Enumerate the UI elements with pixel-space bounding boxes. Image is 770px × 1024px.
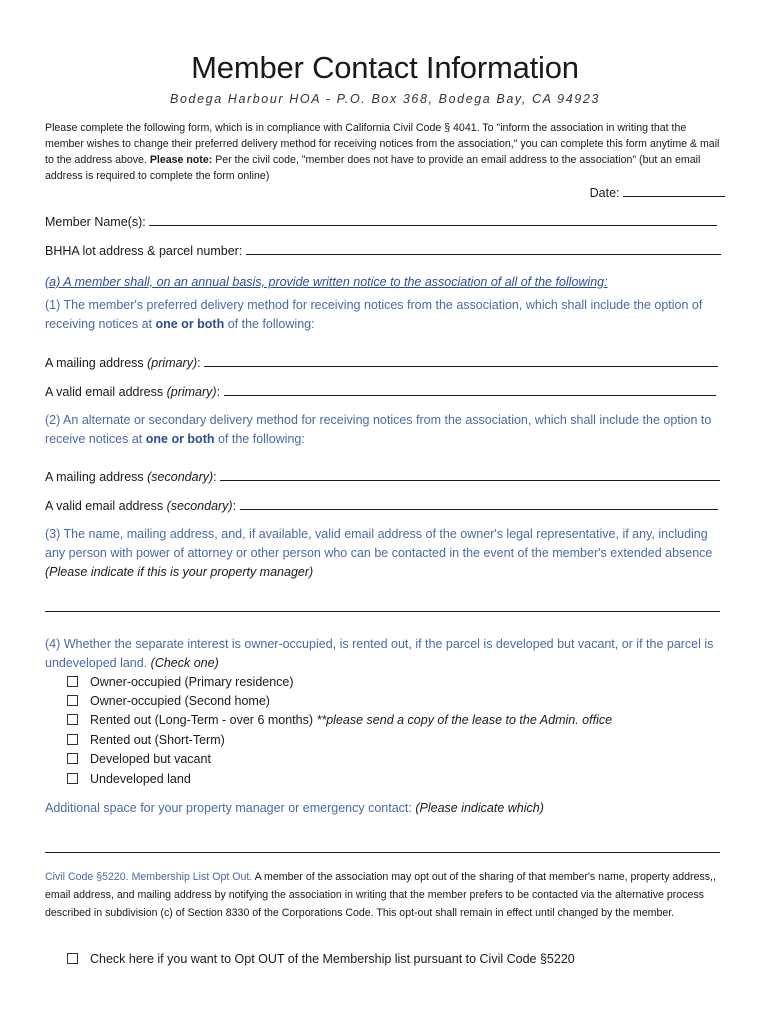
email-primary-input-line[interactable] xyxy=(224,382,716,396)
date-input-line[interactable] xyxy=(623,184,725,197)
intro-paragraph: Please complete the following form, which is in compliance with California Civil Code § 4041. To "inform the association in writing that the member wishes to change their preferred delivery method for receiving notices from the association," you can complete this form anytime & mail to the address above. Please note: Per the civil code, "member does not have to provide an email address to the association" (but an email address is required to complete the form online) xyxy=(45,122,720,182)
opt-out-checkbox-row[interactable]: Check here if you want to Opt OUT of the Membership list pursuant to Civil Code §5220 xyxy=(67,950,575,968)
mailing-address-secondary-field[interactable]: A mailing address (secondary): xyxy=(45,467,725,486)
item-1-paragraph: (1) The member's preferred delivery method for receiving notices from the association, which shall include the option of receiving notices at one or both of the following: xyxy=(45,298,703,331)
association-address: Bodega Harbour HOA - P.O. Box 368, Bodega Bay, CA 94923 xyxy=(170,92,600,106)
civil-code-paragraph: Civil Code §5220. Membership List Opt Out. A member of the association may opt out of the sharing of that member's name, property address,, email address, and mailing address by notifying the association in writing that the member prefers to be contacted via the alternative process described in subdivision (c) of Section 8330 of the Corporations Code. This opt-out shall remain in effect until changed by the member. xyxy=(45,871,716,919)
occupancy-option[interactable] xyxy=(67,673,294,691)
occupancy-option[interactable] xyxy=(67,711,612,729)
legal-representative-input-line[interactable] xyxy=(45,611,720,612)
lot-address-input-line[interactable] xyxy=(246,241,721,255)
email-secondary-input-line[interactable] xyxy=(240,496,718,510)
occupancy-checkbox[interactable] xyxy=(67,695,78,706)
occupancy-checkbox[interactable] xyxy=(67,773,78,784)
occupancy-option-label: Rented out (Long-Term - over 6 months) xyxy=(90,713,317,727)
occupancy-option-label: Undeveloped land xyxy=(90,772,191,786)
occupancy-checkbox[interactable] xyxy=(67,714,78,725)
additional-space-label: Additional space for your property manager or emergency contact: (Please indicate which) xyxy=(45,801,544,815)
opt-out-checkbox[interactable] xyxy=(67,953,78,964)
occupancy-checkbox[interactable] xyxy=(67,676,78,687)
occupancy-option-label: Owner-occupied (Primary residence) xyxy=(90,675,294,689)
member-names-input-line[interactable] xyxy=(149,212,717,226)
section-a-heading: (a) A member shall, on an annual basis, provide written notice to the association of all of the following: xyxy=(45,275,608,289)
occupancy-checkbox[interactable] xyxy=(67,734,78,745)
occupancy-option[interactable] xyxy=(67,731,225,749)
item-2-paragraph: (2) An alternate or secondary delivery method for receiving notices from the association, which shall include the option to receive notices at one or both of the following: xyxy=(45,413,712,446)
date-field[interactable]: Date: xyxy=(590,184,725,200)
civil-code-heading: Civil Code §5220. Membership List Opt Out. xyxy=(45,871,253,883)
item-4-paragraph: (4) Whether the separate interest is owner-occupied, is rented out, if the parcel is developed but vacant, or if the parcel is undeveloped land. (Check one) xyxy=(45,637,714,670)
lot-address-field[interactable]: BHHA lot address & parcel number: xyxy=(45,241,725,260)
occupancy-option-label: Developed but vacant xyxy=(90,752,211,766)
occupancy-option[interactable] xyxy=(67,770,191,788)
mailing-address-primary-field[interactable]: A mailing address (primary): xyxy=(45,353,725,372)
occupancy-option-note: **please send a copy of the lease to the Admin. office xyxy=(316,713,613,727)
mailing-address-secondary-input-line[interactable] xyxy=(220,467,720,481)
occupancy-checkbox[interactable] xyxy=(67,753,78,764)
email-primary-field[interactable]: A valid email address (primary): xyxy=(45,382,725,401)
email-secondary-field[interactable]: A valid email address (secondary): xyxy=(45,496,725,515)
occupancy-option[interactable] xyxy=(67,750,211,768)
occupancy-option-label: Owner-occupied (Second home) xyxy=(90,694,270,708)
additional-contact-input-line[interactable] xyxy=(45,852,720,853)
note-label: Please note: xyxy=(149,154,213,166)
mailing-address-primary-input-line[interactable] xyxy=(204,353,718,367)
occupancy-option[interactable] xyxy=(67,692,270,710)
page-title: Member Contact Information xyxy=(191,50,579,85)
occupancy-option-label: Rented out (Short-Term) xyxy=(90,733,225,747)
member-names-field[interactable]: Member Name(s): xyxy=(45,212,725,231)
item-3-paragraph: (3) The name, mailing address, and, if available, valid email address of the owner's legal representative, if any, including any person with power of attorney or other person who can be contacted in the event of the member's extended absence (Please indicate if this is your property manager) xyxy=(45,527,713,579)
